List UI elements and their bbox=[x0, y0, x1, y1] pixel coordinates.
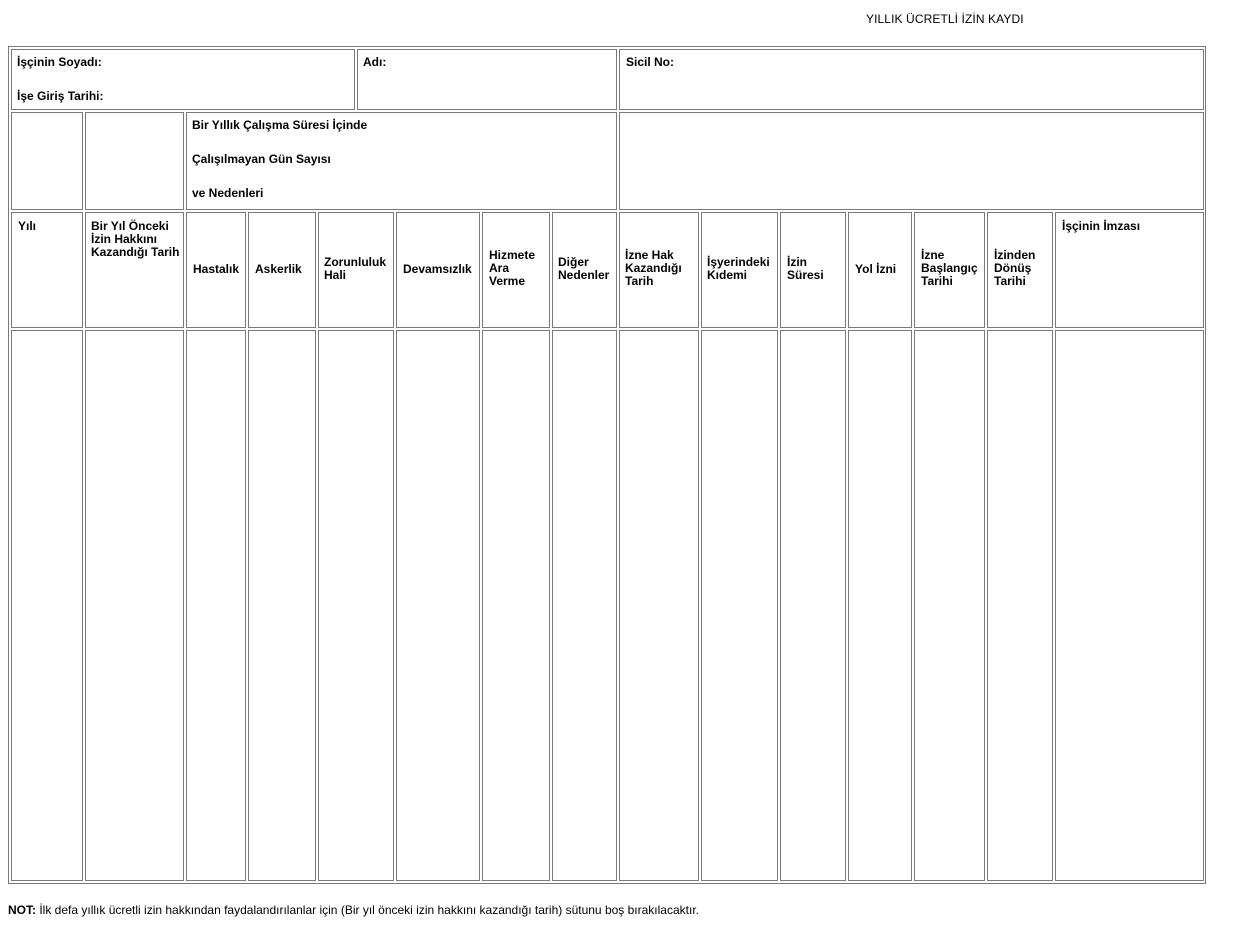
data-cell-illness[interactable] bbox=[186, 330, 246, 881]
col-signature-header: İşçinin İmzası bbox=[1055, 212, 1204, 328]
data-cell-absence[interactable] bbox=[396, 330, 480, 881]
data-cell-prev-right-date[interactable] bbox=[85, 330, 184, 881]
entry-date-label: İşe Giriş Tarihi: bbox=[17, 89, 104, 103]
group-blank-cell-3 bbox=[619, 112, 1204, 210]
data-cell-other-reasons[interactable] bbox=[552, 330, 617, 881]
data-cell-travel-leave[interactable] bbox=[848, 330, 912, 881]
col-year-header: Yılı bbox=[11, 212, 83, 328]
data-cell-signature[interactable] bbox=[1055, 330, 1204, 881]
name-cell[interactable] bbox=[357, 49, 617, 110]
col-travel-leave-header: Yol İzni bbox=[848, 212, 912, 328]
document-title: YILLIK ÜCRETLİ İZİN KAYDI bbox=[866, 12, 1024, 26]
col-illness-header: Hastalık bbox=[186, 212, 246, 328]
registry-cell[interactable] bbox=[619, 49, 1204, 110]
data-cell-year[interactable] bbox=[11, 330, 83, 881]
footnote-prefix: NOT: bbox=[8, 903, 36, 917]
col-other-reasons-header: Diğer Nedenler bbox=[552, 212, 617, 328]
footnote bbox=[8, 903, 699, 917]
col-service-break-header: Hizmete Ara Verme bbox=[482, 212, 550, 328]
data-cell-service-break[interactable] bbox=[482, 330, 550, 881]
col-leave-duration-header: İzin Süresi bbox=[780, 212, 846, 328]
name-label: Adı: bbox=[363, 55, 387, 69]
col-absence-header: Devamsızlık bbox=[396, 212, 480, 328]
col-force-majeure-header: Zorunluluk Hali bbox=[318, 212, 394, 328]
col-leave-start-date-header: İzne Başlangıç Tarihi bbox=[914, 212, 985, 328]
data-cell-return-date[interactable] bbox=[987, 330, 1053, 881]
data-cell-leave-duration[interactable] bbox=[780, 330, 846, 881]
data-cell-leave-start-date[interactable] bbox=[914, 330, 985, 881]
registry-label: Sicil No: bbox=[626, 55, 675, 69]
data-cell-seniority[interactable] bbox=[701, 330, 778, 881]
data-cell-force-majeure[interactable] bbox=[318, 330, 394, 881]
col-prev-right-date-header: Bir Yıl Önceki İzin Hakkını Kazandığı Tarih bbox=[85, 212, 184, 328]
group-blank-cell-2 bbox=[85, 112, 184, 210]
surname-cell[interactable] bbox=[11, 49, 355, 110]
absence-group-line-1: Bir Yıllık Çalışma Süresi İçinde bbox=[192, 118, 368, 132]
col-military-header: Askerlik bbox=[248, 212, 316, 328]
data-cell-right-earned-date[interactable] bbox=[619, 330, 699, 881]
col-right-earned-date-header: İzne Hak Kazandığı Tarih bbox=[619, 212, 699, 328]
absence-group-line-3: ve Nedenleri bbox=[192, 186, 264, 200]
absence-group-line-2: Çalışılmayan Gün Sayısı bbox=[192, 152, 331, 166]
col-return-date-header: İzinden Dönüş Tarihi bbox=[987, 212, 1053, 328]
surname-label: İşçinin Soyadı: bbox=[17, 55, 102, 69]
data-cell-military[interactable] bbox=[248, 330, 316, 881]
group-blank-cell-1 bbox=[11, 112, 83, 210]
col-seniority-header: İşyerindeki Kıdemi bbox=[701, 212, 778, 328]
absence-group-header bbox=[186, 112, 617, 210]
footnote-text: İlk defa yıllık ücretli izin hakkından faydalandırılanlar için (Bir yıl önceki izin hakkını kazandığı tarih) sütunu boş bırakılacaktır. bbox=[36, 903, 699, 917]
